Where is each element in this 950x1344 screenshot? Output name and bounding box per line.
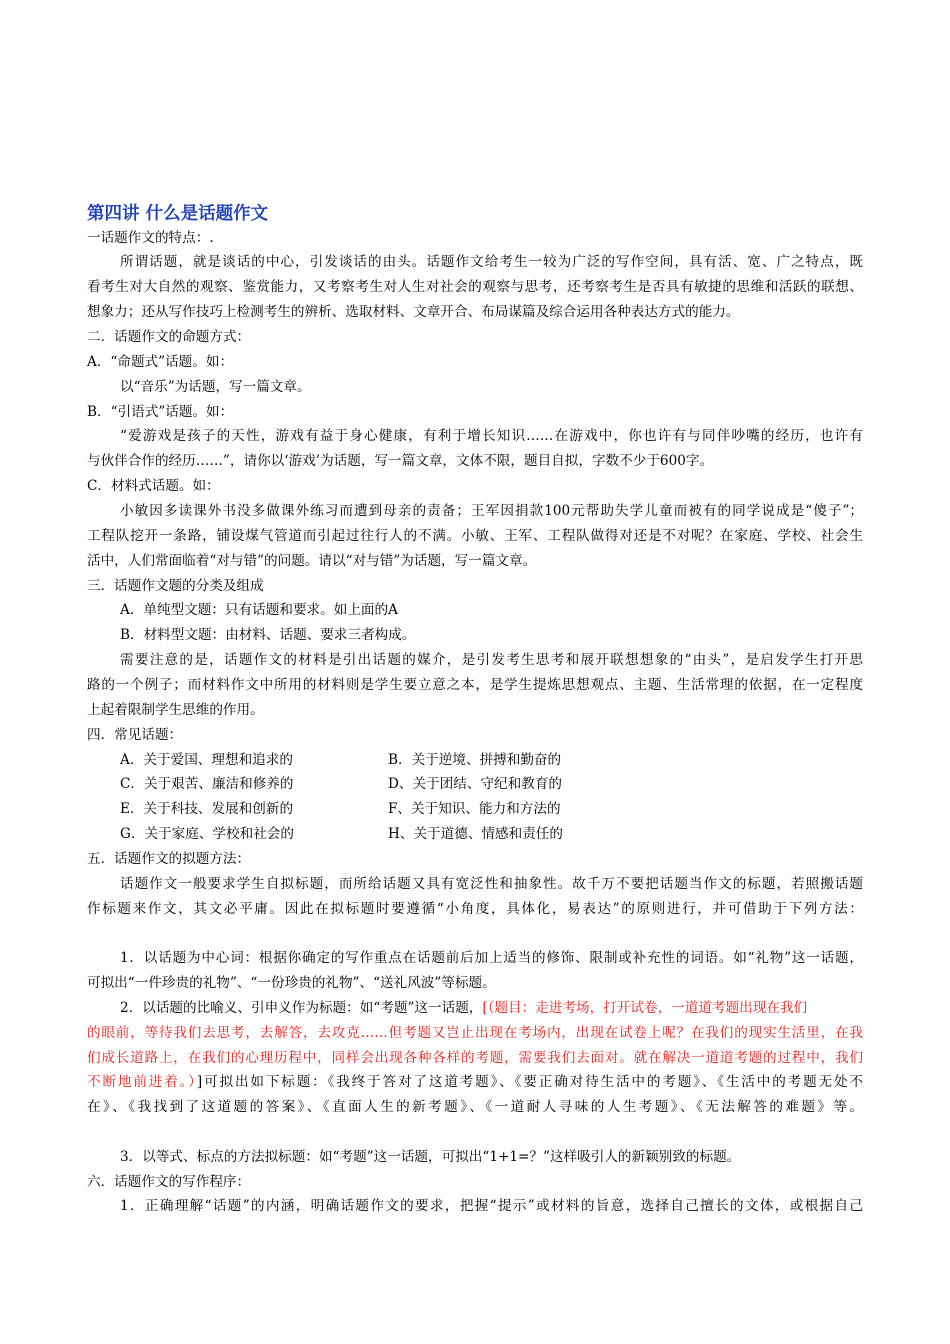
text-line: B．材料型文题：由材料、话题、要求三者构成。 (120, 627, 416, 643)
text-line: 1．正确理解“话题”的内涵，明确话题作文的要求，把握“提示”或材料的旨意，选择自己擅长的文体，或根据自己 (120, 1198, 863, 1214)
text-line: 一话题作文的特点：. (87, 230, 214, 246)
text-line: 话题作文一般要求学生自拟标题，而所给话题又具有宽泛性和抽象性。故千万不要把话题当作文的标题，若照搬话题 (120, 876, 863, 892)
section-heading: 二．话题作文的命题方式： (87, 329, 251, 345)
section-heading: 四．常见话题： (87, 727, 183, 743)
text-segment: ]可拟出如下标题：《我终于答对了这道考题》、《要正确对待生活中的考题》、《生活中的考题无处不 (196, 1074, 863, 1090)
text-line: 3．以等式、标点的方法拟标题：如“考题”这一话题，可拟出“1+1=？”这样吸引人的新颖别致的标题。 (120, 1149, 741, 1165)
text-line: 路的一个例子；而材料作文中所用的材料则是学生要立意之本，是学生提炼思想观点、主题、生活常理的依据，在一定程度 (87, 677, 863, 693)
section-heading: 六．话题作文的写作程序： (87, 1174, 251, 1190)
text-line: 活中，人们常面临着“对与错”的问题。请以“对与错”为话题，写一篇文章。 (87, 553, 537, 569)
text-line: 工程队挖开一条路，铺设煤气管道而引起过往行人的不满。小敏、王军、工程队做得对还是不对呢？在家庭、学校、社会生 (87, 528, 863, 544)
text-line (120, 999, 807, 1017)
text-segment: 2．以话题的比喻义、引申义作为标题：如“考题”这一话题， (120, 1000, 483, 1016)
highlighted-text: 的眼前，等待我们去思考，去解答，去攻克……但考题又岂止出现在考场内，出现在试卷上呢？在我们的现实生活里，在我 (87, 1025, 863, 1041)
lecture-title: 第四讲 什么是话题作文 (87, 204, 269, 224)
topic-item: E．关于科技、发展和创新的 (120, 801, 294, 817)
topic-item: B．关于逆境、拼搏和勤奋的 (388, 752, 562, 768)
text-line: “爱游戏是孩子的天性，游戏有益于身心健康，有利于增长知识……在游戏中，你也许有与同伴吵嘴的经历，也许有 (120, 428, 863, 444)
text-line: 想象力；还从写作技巧上检测考生的辨析、选取材料、文章开合、布局谋篇及综合运用各种表达方式的能力。 (87, 304, 740, 320)
text-line: 需要注意的是，话题作文的材料是引出话题的媒介，是引发考生思考和展开联想想象的“由头”，是启发学生打开思 (120, 652, 863, 668)
highlighted-text: [（题目：走进考场，打开试卷，一道道考题出现在我们 (482, 1000, 808, 1016)
section-heading: 五．话题作文的拟题方法： (87, 851, 251, 867)
text-line: 与伙伴合作的经历……”，请你以‘游戏’为话题，写一篇文章，文体不限，题目自拟，字数不少于600字。 (87, 453, 714, 469)
text-line: 1．以话题为中心词：根据你确定的写作重点在话题前后加上适当的修饰、限制或补充性的词语。如“礼物”这一话题， (120, 950, 863, 966)
text-line (87, 1073, 863, 1091)
text-line: 可拟出“一件珍贵的礼物”、“一份珍贵的礼物”、“送礼风波”等标题。 (87, 975, 496, 991)
topic-item: F、关于知识、能力和方法的 (388, 801, 561, 817)
topic-item: D、关于团结、守纪和教育的 (388, 776, 563, 792)
text-line: 看考生对大自然的观察、鉴赏能力，又考察考生对人生对社会的观察与思考，还考察考生是否具有敏捷的思维和活跃的联想、 (87, 279, 863, 295)
text-line: 在》、《我找到了这道题的答案》、《直面人生的新考题》、《一道耐人寻味的人生考题》、《无法解答的难题》等。 (87, 1099, 863, 1115)
topic-item: C．关于艰苦、廉洁和修养的 (120, 776, 294, 792)
topic-item: H、关于道德、情感和责任的 (388, 826, 563, 842)
highlighted-text: 们成长道路上，在我们的心理历程中，同样会出现各种各样的考题，需要我们去面对。就在解决一道道考题的过程中，我们 (87, 1050, 863, 1066)
topic-item: A．关于爱国、理想和追求的 (120, 752, 293, 768)
highlighted-text: 不断地前进着。） (87, 1074, 197, 1090)
text-line: C．材料式话题。如： (87, 478, 220, 494)
text-line: 作标题来作文，其文必平庸。因此在拟标题时要遵循“小角度，具体化，易表达”的原则进行，并可借助于下列方法： (87, 901, 863, 917)
text-line: 上起着限制学生思维的作用。 (87, 702, 264, 718)
text-line: B．“引语式”话题。如： (87, 404, 234, 420)
topic-item: G．关于家庭、学校和社会的 (120, 826, 294, 842)
text-line: A．单纯型文题：只有话题和要求。如上面的A (120, 602, 398, 618)
text-line: 所谓话题，就是谈话的中心，引发谈话的由头。话题作文给考生一较为广泛的写作空间，具有活、宽、广之特点，既 (120, 254, 863, 270)
text-line: 小敏因多读课外书没多做课外练习而遭到母亲的责备；王军因捐款100元帮助失学儿童而被有的同学说成是“傻子”； (120, 503, 863, 519)
section-heading: 三．话题作文题的分类及组成 (87, 578, 264, 594)
text-line: 以“音乐”为话题，写一篇文章。 (120, 379, 311, 395)
text-line: A．“命题式”话题。如： (87, 354, 234, 370)
